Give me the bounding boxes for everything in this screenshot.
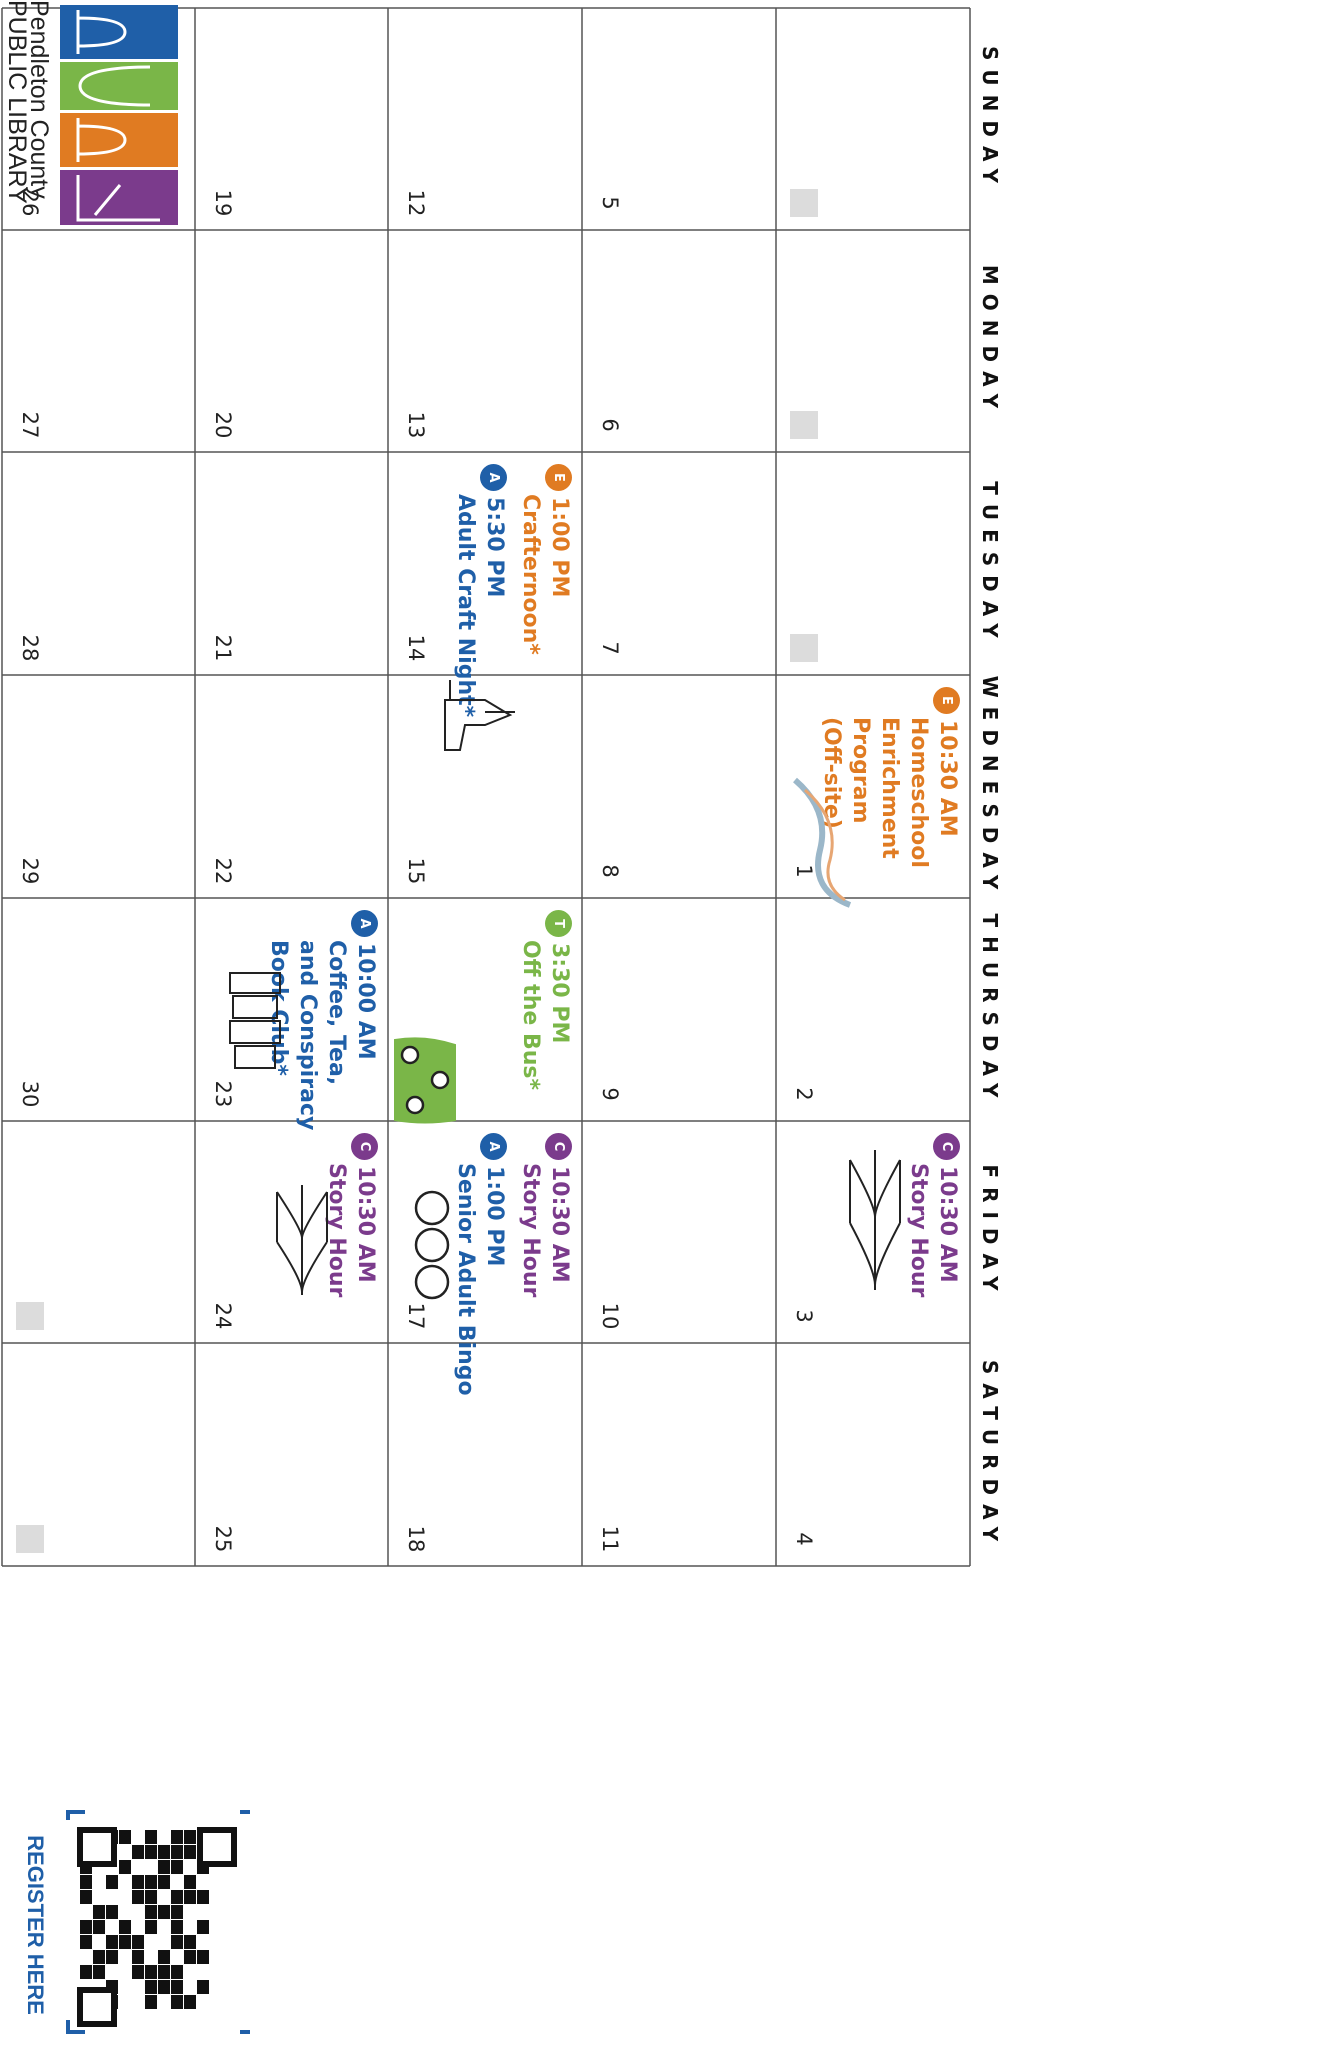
library-name xyxy=(3,0,53,204)
date-number: 26 xyxy=(18,189,42,217)
bingo-balls-icon xyxy=(392,1190,472,1300)
open-book-icon xyxy=(272,1180,332,1300)
event-title-line: Adult Craft Night* xyxy=(453,494,478,718)
glue-gun-icon xyxy=(430,670,520,760)
category-badge-icon: C xyxy=(546,1133,573,1160)
library-name-line1: Pendleton County xyxy=(25,0,53,199)
date-number: 2 xyxy=(792,1087,816,1101)
event-time: 10:30 AM xyxy=(935,720,960,837)
event-time-line xyxy=(351,1133,380,1297)
day-header-friday: FRIDAY xyxy=(978,1164,1002,1300)
event-entry[interactable] xyxy=(516,1133,574,1297)
date-number: 30 xyxy=(18,1080,42,1108)
event-time: 10:30 AM xyxy=(935,1166,960,1283)
event-entry[interactable] xyxy=(516,464,574,655)
event-title-line: Enrichment xyxy=(877,717,902,859)
date-number: 4 xyxy=(792,1532,816,1546)
open-book-icon xyxy=(845,1145,905,1295)
category-badge-icon: E xyxy=(546,464,573,491)
date-number: 13 xyxy=(404,411,428,439)
category-badge-icon: T xyxy=(546,910,573,937)
date-number: 29 xyxy=(18,857,42,885)
category-badge-icon: A xyxy=(481,464,508,491)
event-time-line xyxy=(933,687,962,868)
stacked-books-icon xyxy=(225,968,285,1078)
category-badge-icon: A xyxy=(352,910,379,937)
date-number: 21 xyxy=(211,634,235,662)
date-number: 3 xyxy=(792,1309,816,1323)
date-number: 6 xyxy=(598,418,622,432)
event-title-line: Crafternoon* xyxy=(518,494,543,655)
event-title-line: (Off-site) xyxy=(819,717,844,829)
register-qr-block[interactable] xyxy=(10,1800,250,2050)
date-number: 5 xyxy=(598,196,622,210)
date-number-empty xyxy=(16,1525,44,1553)
register-here-label[interactable]: REGISTER HERE xyxy=(23,1835,48,2015)
date-number: 15 xyxy=(404,857,428,885)
date-number-empty xyxy=(790,189,818,217)
date-number-empty xyxy=(790,634,818,662)
event-time-line xyxy=(545,910,574,1090)
date-number: 8 xyxy=(598,864,622,878)
date-number-empty xyxy=(790,411,818,439)
date-number: 9 xyxy=(598,1087,622,1101)
day-header-thursday: THURSDAY xyxy=(978,912,1002,1107)
date-number: 22 xyxy=(211,857,235,885)
event-title-line: Senior Adult Bingo xyxy=(453,1163,478,1396)
date-number: 17 xyxy=(404,1302,428,1330)
event-title-line: Book Club* xyxy=(266,940,291,1076)
date-number: 10 xyxy=(598,1302,622,1330)
event-time: 1:00 PM xyxy=(482,1166,507,1267)
library-name-line2: PUBLIC LIBRARY xyxy=(3,0,31,204)
date-number: 14 xyxy=(404,634,428,662)
category-badge-icon: A xyxy=(481,1133,508,1160)
event-time: 10:00 AM xyxy=(353,943,378,1060)
event-time: 5:30 PM xyxy=(482,497,507,598)
date-number-empty xyxy=(16,1302,44,1330)
category-badge-icon: E xyxy=(934,687,961,714)
event-title-line: Story Hour xyxy=(906,1163,931,1298)
date-number: 19 xyxy=(211,189,235,217)
event-title-line: Story Hour xyxy=(324,1163,349,1298)
day-header-saturday: SATURDAY xyxy=(978,1359,1002,1550)
day-header-monday: MONDAY xyxy=(978,264,1002,418)
event-time-line xyxy=(351,910,380,1130)
ribbon-decoration-icon xyxy=(790,770,855,910)
category-badge-icon: C xyxy=(934,1133,961,1160)
event-title-line: Program xyxy=(848,717,873,824)
date-number: 18 xyxy=(404,1525,428,1553)
date-number: 23 xyxy=(211,1080,235,1108)
event-time: 10:30 AM xyxy=(547,1166,572,1283)
date-number: 25 xyxy=(211,1525,235,1553)
event-time-line xyxy=(933,1133,962,1297)
event-time-line xyxy=(545,464,574,655)
event-time: 1:00 PM xyxy=(547,497,572,598)
event-title-line: Coffee, Tea, xyxy=(324,940,349,1086)
kids-playing-icon xyxy=(385,1030,465,1130)
day-header-sunday: SUNDAY xyxy=(978,45,1002,193)
event-time: 10:30 AM xyxy=(353,1166,378,1283)
event-title-line: Story Hour xyxy=(518,1163,543,1298)
date-number: 20 xyxy=(211,411,235,439)
date-number: 1 xyxy=(792,864,816,878)
event-title-line: Off the Bus* xyxy=(518,940,543,1090)
date-number: 12 xyxy=(404,189,428,217)
date-number: 7 xyxy=(598,641,622,655)
date-number: 11 xyxy=(598,1525,622,1553)
event-title-line: and Conspiracy xyxy=(295,940,320,1131)
event-time: 3:30 PM xyxy=(547,943,572,1044)
category-badge-icon: C xyxy=(352,1133,379,1160)
date-number: 27 xyxy=(18,411,42,439)
event-entry[interactable] xyxy=(516,910,574,1090)
date-number: 24 xyxy=(211,1302,235,1330)
day-header-wednesday: WEDNESDAY xyxy=(978,675,1002,898)
event-time-line xyxy=(545,1133,574,1297)
event-title-line: Homeschool xyxy=(906,717,931,868)
event-entry[interactable] xyxy=(904,1133,962,1297)
event-time-line xyxy=(480,1133,509,1396)
day-header-tuesday: TUESDAY xyxy=(978,480,1002,647)
date-number: 28 xyxy=(18,634,42,662)
